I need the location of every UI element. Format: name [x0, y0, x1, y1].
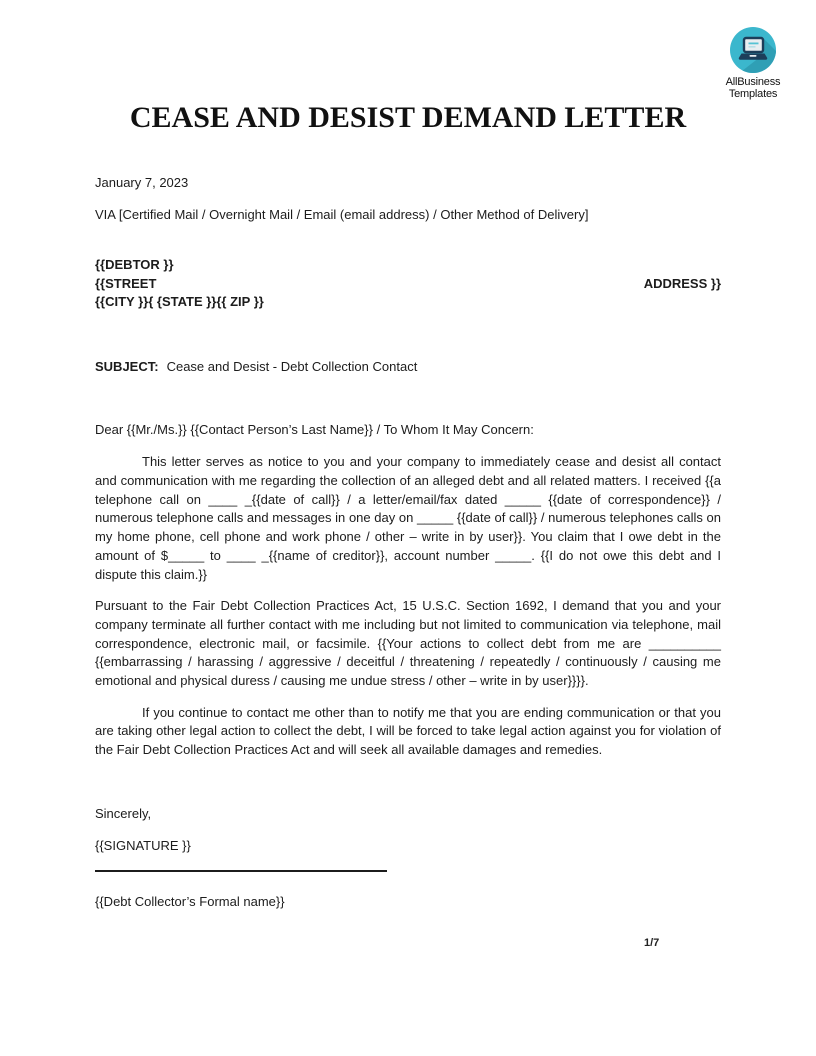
debtor-placeholder: {{DEBTOR }}	[95, 257, 174, 273]
letter-date: January 7, 2023	[95, 175, 189, 190]
delivery-method-line: VIA [Certified Mail / Overnight Mail / Email (email address) / Other Method of Delivery]	[95, 206, 589, 222]
address-placeholder: ADDRESS }}	[643, 275, 721, 291]
page-title: CEASE AND DESIST DEMAND LETTER	[129, 101, 687, 134]
subject-label: SUBJECT:	[95, 358, 159, 374]
recipient-block	[95, 256, 721, 312]
laptop-logo-icon	[729, 26, 777, 74]
street-address-line	[95, 275, 721, 294]
formal-name-placeholder: {{Debt Collector’s Formal name}}	[95, 894, 285, 910]
body-paragraph-2: Pursuant to the Fair Debt Collection Practices Act, 15 U.S.C. Section 1692, I demand that you and your company terminate all further contact with me including but not limited to communication via telephone, mail correspondence, electronic mail, or facsimile. {{Your actions to collect debt from me are __________ {{embarrassing / harassing / aggressive / deceitful / threatening / repeatedly / continuously / causing me emotional and physical duress / causing me undue stress / other – write in by user}}}}.	[95, 598, 721, 689]
subject-line	[95, 358, 721, 377]
page-number: 1/7	[644, 937, 660, 949]
brand-name	[718, 76, 788, 100]
city-state-zip-placeholder: {{CITY }}{ {STATE }}{{ ZIP }}	[95, 294, 264, 310]
salutation: Dear {{Mr./Ms.}} {{Contact Person’s Last Name}} / To Whom It May Concern:	[95, 421, 534, 437]
brand-logo	[718, 26, 788, 100]
body-paragraph-1: This letter serves as notice to you and your company to immediately cease and desist all contact and communication with me regarding the collection of an alleged debt and all related matters. I received {{a telephone call on ____ _{{date of call}} / a letter/email/fax dated _____ {{date of correspondence}} / numerous telephone calls and messages in one day on _____ {{date of call}} / numerous telephones calls on my home phone, cell phone and work phone / other – write in by user}}. You claim that I owe debt in the amount of $_____ to ____ _{{name of creditor}}, account number _____. {{I do not owe this debt and I dispute this claim.}}	[95, 454, 721, 582]
subject-text: Cease and Desist - Debt Collection Contact	[166, 358, 418, 374]
body-paragraph-3: If you continue to contact me other than to notify me that you are ending communication or that you are taking other legal action to collect the debt, I will be forced to take legal action against you for violation of the Fair Debt Collection Practices Act and will seek all available damages and remedies.	[95, 704, 721, 758]
closing-sincerely: Sincerely,	[95, 805, 152, 821]
brand-name-line2: Templates	[728, 88, 778, 100]
brand-name-line1: AllBusiness	[725, 76, 781, 88]
signature-placeholder: {{SIGNATURE }}	[95, 837, 191, 853]
street-placeholder: {{STREET	[95, 275, 157, 291]
signature-line	[95, 870, 387, 872]
